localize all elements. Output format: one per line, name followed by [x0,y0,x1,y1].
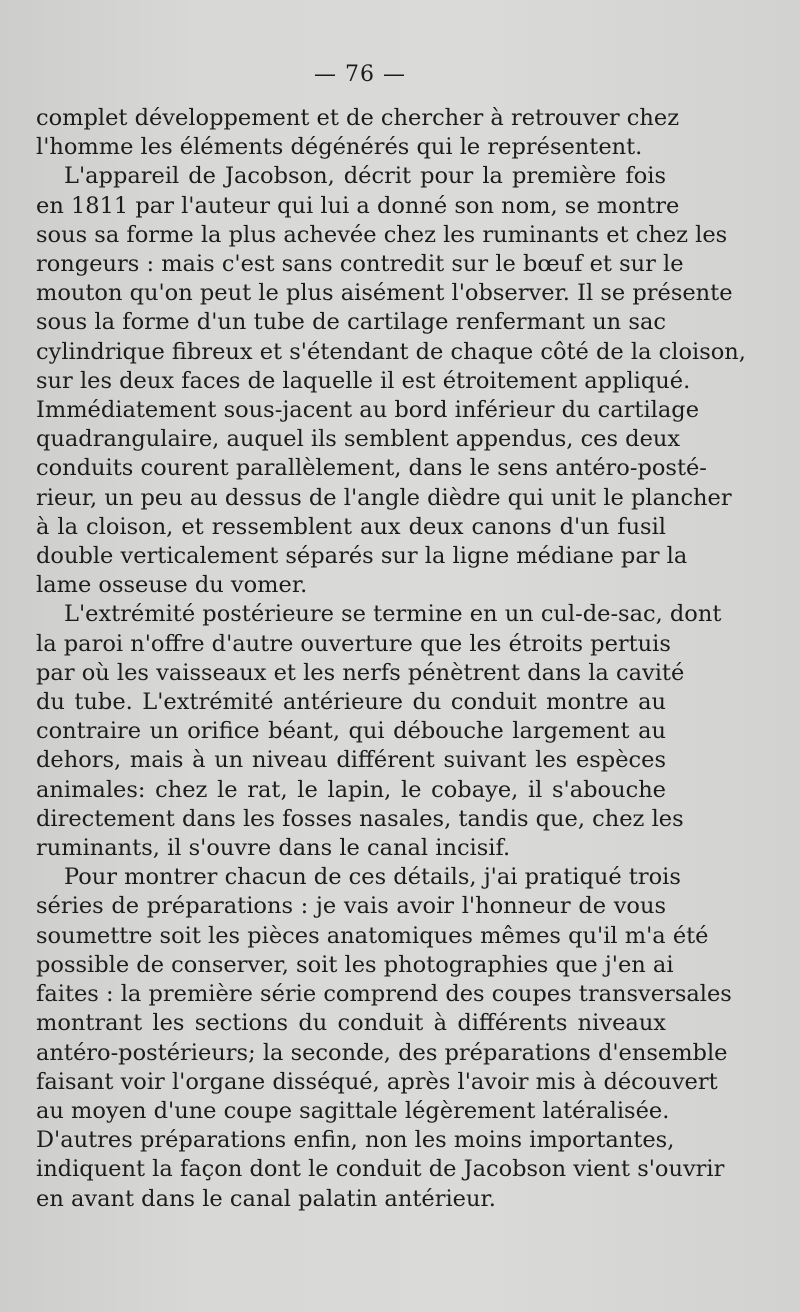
text-line: conduits courent parallèlement, dans le sens antéro-posté- [36,455,707,482]
text-line: au moyen d'une coupe sagittale légèrement latéralisée. [36,1097,670,1124]
text-line: soumettre soit les pièces anatomiques mêmes qu'il m'a été [36,922,709,949]
text-line: L'appareil de Jacobson, décrit pour la première fois [64,163,666,190]
page-number: — 76 — [314,62,406,87]
text-line: montrant les sections du conduit à différents niveaux [36,1010,666,1037]
text-line: sous sa forme la plus achevée chez les ruminants et chez les [36,221,728,248]
text-line: lame osseuse du vomer. [36,572,308,599]
text-line: mouton qu'on peut le plus aisément l'observer. Il se présente [36,280,733,307]
text-line: faites : la première série comprend des coupes transversales [36,981,732,1008]
text-line: ruminants, il s'ouvre dans le canal incisif. [36,835,511,862]
text-line: cylindrique fibreux et s'étendant de chaque côté de la cloison, [36,338,746,365]
text-line: par où les vaisseaux et les nerfs pénètrent dans la cavité [36,659,685,686]
paragraph [36,600,722,863]
text-line: en 1811 par l'auteur qui lui a donné son nom, se montre [36,192,680,219]
text-line: possible de conserver, soit les photographies que j'en ai [36,951,674,978]
paragraph [36,104,680,162]
text-line: indiquent la façon dont le conduit de Jacobson vient s'ouvrir [36,1156,725,1183]
text-line: sur les deux faces de laquelle il est étroitement appliqué. [36,367,691,394]
text-line: en avant dans le canal palatin antérieur. [36,1185,496,1212]
text-line: double verticalement séparés sur la ligne médiane par la [36,543,688,570]
text-line: Pour montrer chacun de ces détails, j'ai pratiqué trois [64,864,681,891]
text-line: rieur, un peu au dessus de l'angle dièdre qui unit le plancher [36,484,732,511]
text-line: rongeurs : mais c'est sans contredit sur le bœuf et sur le [36,251,684,278]
text-line: faisant voir l'organe disséqué, après l'avoir mis à découvert [36,1068,718,1095]
text-line: animales: chez le rat, le lapin, le cobaye, il s'abouche [36,776,666,803]
text-line: complet développement et de chercher à retrouver chez [36,105,680,131]
text-line: la paroi n'offre d'autre ouverture que les étroits pertuis [36,630,671,657]
text-line: séries de préparations : je vais avoir l'honneur de vous [36,893,666,920]
text-line: L'extrémité postérieure se termine en un cul-de-sac, dont [64,601,722,628]
paragraph [36,162,746,600]
text-line: quadrangulaire, auquel ils semblent appendus, ces deux [36,426,681,453]
text-line: D'autres préparations enfin, non les moins importantes, [36,1127,675,1154]
body-text [36,104,746,1214]
paragraph [36,863,732,1213]
text-line: Immédiatement sous-jacent au bord inférieur du cartilage [36,397,700,424]
text-line: directement dans les fosses nasales, tandis que, chez les [36,805,684,832]
text-line: l'homme les éléments dégénérés qui le représentent. [36,134,643,161]
text-line: dehors, mais à un niveau différent suivant les espèces [36,747,666,774]
text-line: du tube. L'extrémité antérieure du conduit montre au [36,689,666,716]
text-line: à la cloison, et ressemblent aux deux canons d'un fusil [36,513,666,540]
text-line: antéro-postérieurs; la seconde, des préparations d'ensemble [36,1039,728,1066]
text-line: sous la forme d'un tube de cartilage renfermant un sac [36,309,666,336]
text-line: contraire un orifice béant, qui débouche largement au [36,718,666,745]
